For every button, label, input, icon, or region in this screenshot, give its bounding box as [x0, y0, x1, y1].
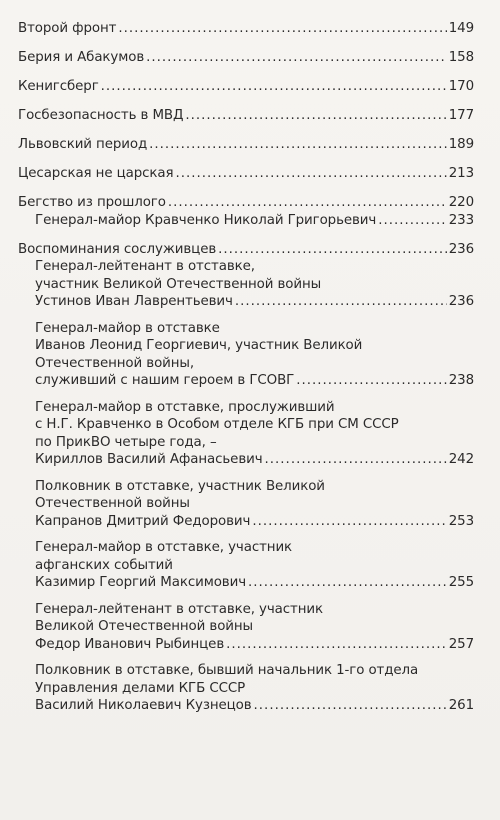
dot-leader: [226, 636, 447, 654]
toc-entry-last-line: [35, 574, 474, 592]
dot-leader: [149, 136, 447, 154]
dot-leader: [168, 194, 447, 212]
toc-entry-title-line: Генерал-лейтенант в отставке, участник: [35, 601, 323, 617]
table-of-contents: [18, 20, 474, 715]
toc-entry: [18, 165, 474, 183]
toc-entry-title-line: Кириллов Василий Афанасьевич: [35, 452, 263, 467]
dot-leader: [118, 20, 446, 38]
toc-entry-title-line: Полковник в отставке, участник Великой: [35, 478, 325, 494]
toc-entry-title-line: Бегство из прошлого: [18, 195, 166, 210]
toc-entry-title-line: Генерал-майор в отставке: [35, 320, 220, 336]
toc-entry-title-line: служивший с нашим героем в ГСОВГ: [35, 373, 295, 388]
toc-entry: [18, 320, 474, 390]
dot-leader: [185, 107, 446, 125]
toc-entry-title-line: с Н.Г. Кравченко в Особом отделе КГБ при СМ СССР: [35, 417, 399, 432]
dot-leader: [254, 697, 447, 715]
toc-entry: [18, 78, 474, 96]
toc-entry: [18, 399, 474, 469]
toc-entry-title-line: Госбезопасность в МВД: [18, 108, 184, 123]
toc-entry-last-line: [35, 513, 474, 531]
toc-page-number: 233: [448, 212, 474, 228]
toc-entry-title-line: афганских событий: [35, 557, 173, 573]
toc-entry: [18, 258, 474, 311]
dot-leader: [175, 165, 446, 183]
toc-page-number: 158: [448, 50, 474, 65]
toc-entry-title-line: Капранов Дмитрий Федорович: [35, 513, 251, 529]
toc-entry-title-line: Полковник в отставке, бывший начальник 1-го отдела: [35, 663, 419, 678]
toc-page-number: 177: [448, 108, 474, 123]
toc-entry: [18, 136, 474, 154]
toc-entry-title-line: Генерал-майор в отставке, участник: [35, 540, 293, 555]
toc-entry-title-line: Второй фронт: [18, 21, 117, 36]
toc-entry: [18, 539, 474, 592]
toc-entry-title-line: Львовский период: [18, 137, 148, 152]
toc-entry: [18, 194, 474, 212]
toc-entry-last-line: [18, 194, 474, 212]
toc-entry-last-line: [18, 165, 474, 183]
toc-entry-last-line: [35, 372, 474, 390]
toc-page-number: 253: [448, 513, 474, 529]
toc-page-number: 261: [448, 698, 474, 713]
toc-entry-last-line: [35, 697, 474, 715]
toc-entry-last-line: [35, 293, 474, 311]
toc-entry-last-line: [35, 212, 474, 230]
dot-leader: [235, 293, 447, 311]
toc-entry-last-line: [18, 78, 474, 96]
toc-entry-last-line: [18, 136, 474, 154]
dot-leader: [296, 372, 447, 390]
toc-entry-title-line: Генерал-майор Кравченко Николай Григорьевич: [35, 212, 377, 228]
toc-page-number: 238: [448, 373, 474, 388]
toc-entry-title-line: Берия и Абакумов: [18, 50, 145, 65]
toc-entry: [18, 601, 474, 654]
toc-entry-last-line: [18, 20, 474, 38]
toc-entry-title-line: Великой Отечественной войны: [35, 619, 254, 634]
dot-leader: [378, 212, 447, 230]
toc-entry-title-line: Василий Николаевич Кузнецов: [35, 698, 252, 713]
toc-entry-title-line: по ПрикВО четыре года, –: [35, 434, 217, 450]
toc-entry-title-line: Управления делами КГБ СССР: [35, 680, 246, 696]
dot-leader: [248, 574, 447, 592]
toc-page-number: 149: [448, 21, 474, 36]
toc-entry: [18, 478, 474, 531]
toc-entry: [18, 212, 474, 230]
toc-entry: [18, 662, 474, 715]
toc-entry-last-line: [18, 49, 474, 67]
toc-entry: [18, 241, 474, 259]
dot-leader: [252, 513, 446, 531]
dot-leader: [101, 78, 447, 96]
toc-page-number: 213: [448, 166, 474, 181]
toc-entry-title-line: Генерал-лейтенант в отставке,: [35, 259, 255, 274]
toc-entry-title-line: Кенигсберг: [18, 79, 99, 94]
dot-leader: [265, 451, 447, 469]
toc-entry-title-line: участник Великой Отечественной войны: [35, 276, 322, 292]
toc-page-number: 189: [448, 137, 474, 152]
toc-entry-title-line: Казимир Георгий Максимович: [35, 575, 247, 590]
toc-entry-title-line: Отечественной войны,: [35, 355, 195, 371]
dot-leader: [218, 241, 447, 259]
toc-entry-last-line: [35, 636, 474, 654]
toc-entry-title-line: Федор Иванович Рыбинцев: [35, 636, 225, 652]
toc-entry-last-line: [35, 451, 474, 469]
toc-entry-title-line: Воспоминания сослуживцев: [18, 241, 217, 257]
toc-entry-title-line: Генерал-майор в отставке, прослуживший: [35, 399, 335, 415]
toc-page-number: 255: [448, 575, 474, 590]
toc-page-number: 220: [448, 195, 474, 210]
toc-page-number: 236: [448, 241, 474, 257]
toc-entry: [18, 49, 474, 67]
dot-leader: [146, 49, 447, 67]
toc-entry-title-line: Отечественной войны: [35, 496, 190, 511]
toc-entry-title-line: Устинов Иван Лаврентьевич: [35, 294, 233, 309]
toc-page-number: 170: [448, 79, 474, 94]
toc-entry: [18, 107, 474, 125]
toc-entry: [18, 20, 474, 38]
toc-entry-last-line: [18, 107, 474, 125]
toc-page-number: 236: [448, 294, 474, 309]
toc-page-number: 257: [448, 636, 474, 652]
toc-entry-title-line: Иванов Леонид Георгиевич, участник Великой: [35, 338, 363, 353]
toc-page-number: 242: [448, 452, 474, 467]
toc-entry-title-line: Цесарская не царская: [18, 166, 174, 181]
toc-entry-last-line: [18, 241, 474, 259]
